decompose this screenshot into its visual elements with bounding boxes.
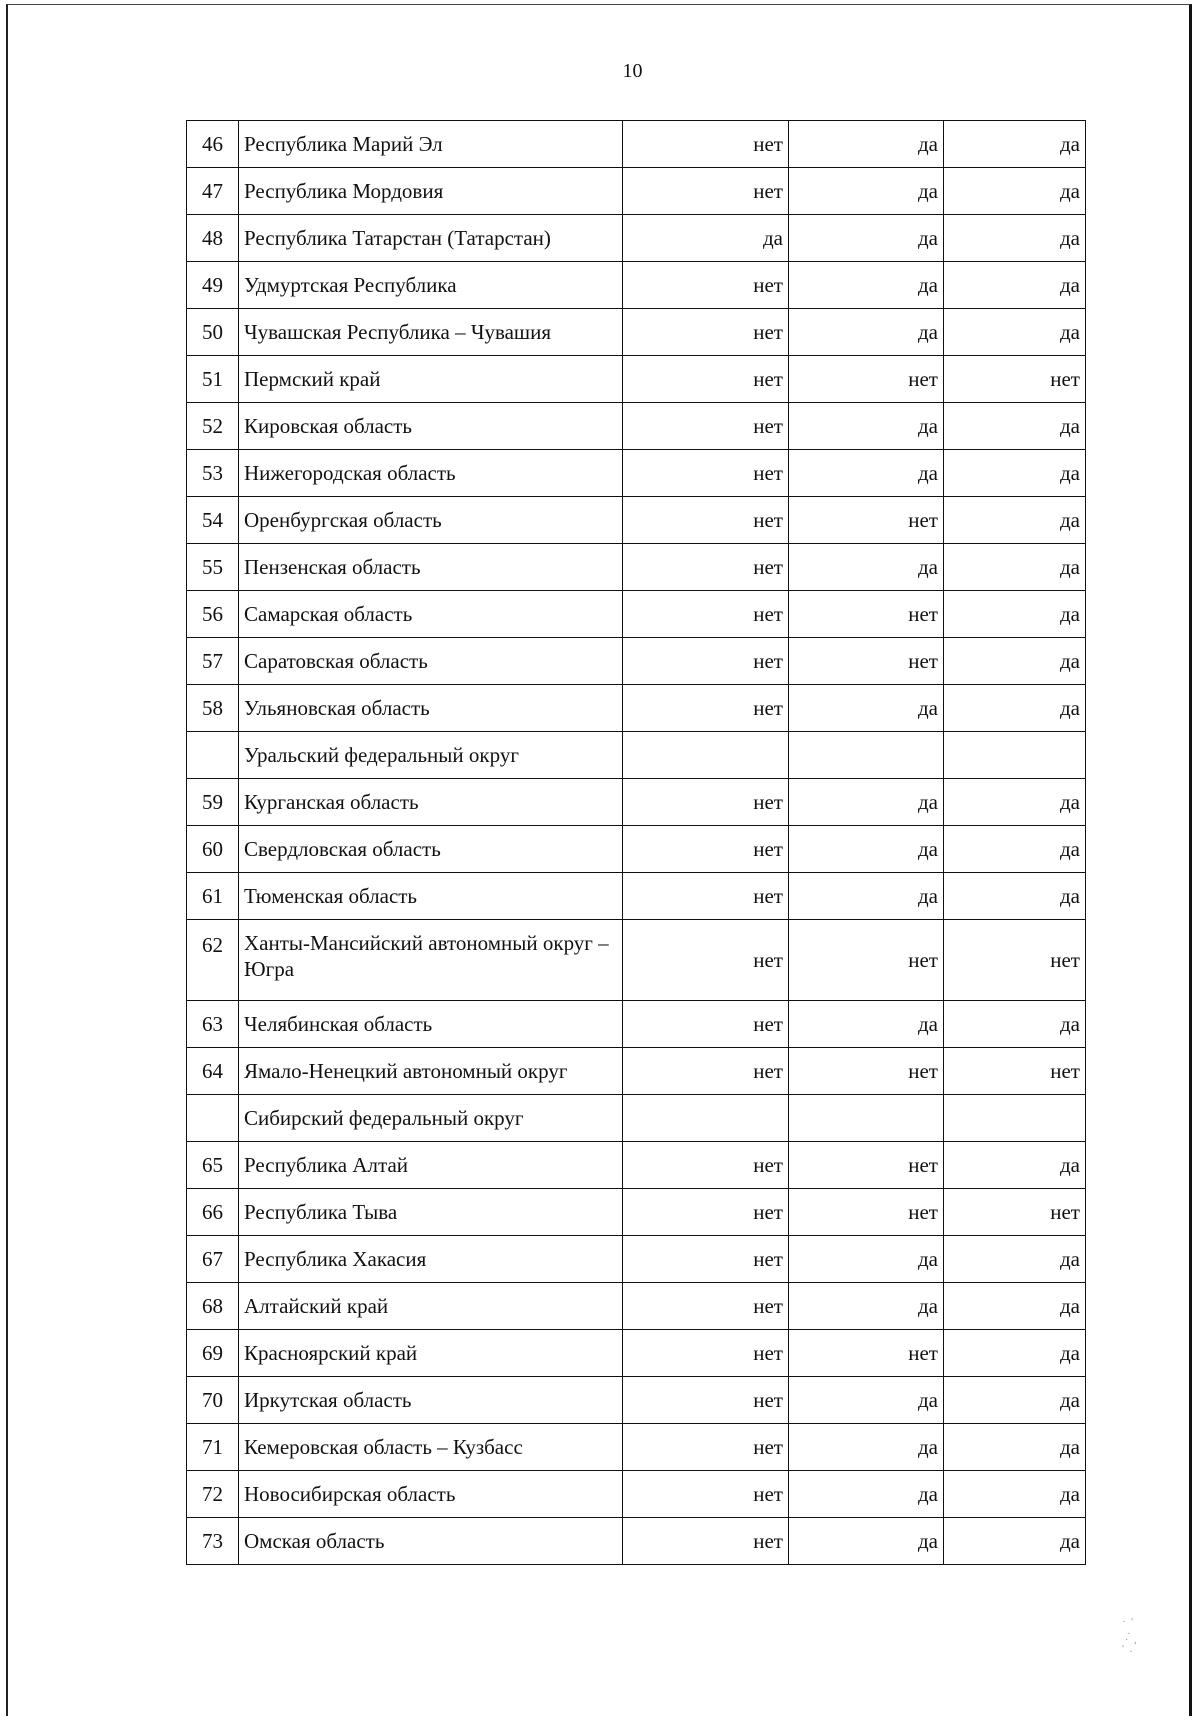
region-value-2: да	[789, 168, 944, 215]
region-name: Курганская область	[239, 779, 623, 826]
region-value-2: нет	[789, 497, 944, 544]
region-value-3: да	[944, 826, 1086, 873]
region-row	[187, 638, 1086, 685]
region-row	[187, 920, 1086, 1001]
region-value-1: нет	[623, 1518, 789, 1565]
region-value-2: нет	[789, 638, 944, 685]
region-value-3: нет	[944, 356, 1086, 403]
region-value-1: нет	[623, 1377, 789, 1424]
region-value-3: нет	[944, 1048, 1086, 1095]
region-value-3: да	[944, 168, 1086, 215]
region-name: Республика Марий Эл	[239, 121, 623, 168]
region-row	[187, 1001, 1086, 1048]
region-name: Иркутская область	[239, 1377, 623, 1424]
region-value-1: нет	[623, 1189, 789, 1236]
region-name: Свердловская область	[239, 826, 623, 873]
region-value-2: да	[789, 450, 944, 497]
region-value-2: нет	[789, 1048, 944, 1095]
region-value-1: нет	[623, 779, 789, 826]
district-value-cell	[944, 732, 1086, 779]
region-name: Омская область	[239, 1518, 623, 1565]
region-value-3: нет	[944, 920, 1086, 1001]
region-number: 49	[187, 262, 239, 309]
region-row	[187, 685, 1086, 732]
district-name-cell: Уральский федеральный округ	[239, 732, 623, 779]
region-value-1: нет	[623, 920, 789, 1001]
district-value-cell	[789, 732, 944, 779]
region-number: 60	[187, 826, 239, 873]
region-number: 50	[187, 309, 239, 356]
region-value-2: да	[789, 1518, 944, 1565]
region-value-1: нет	[623, 638, 789, 685]
region-value-2: да	[789, 1001, 944, 1048]
region-name: Новосибирская область	[239, 1471, 623, 1518]
page-number: 10	[622, 60, 643, 82]
region-number: 59	[187, 779, 239, 826]
region-number: 62	[187, 920, 239, 1001]
region-value-1: нет	[623, 403, 789, 450]
region-row	[187, 826, 1086, 873]
region-number: 52	[187, 403, 239, 450]
region-value-3: да	[944, 1518, 1086, 1565]
district-value-cell	[623, 732, 789, 779]
region-value-3: да	[944, 450, 1086, 497]
region-row	[187, 262, 1086, 309]
region-name: Саратовская область	[239, 638, 623, 685]
region-value-1: нет	[623, 873, 789, 920]
region-row	[187, 544, 1086, 591]
region-number: 58	[187, 685, 239, 732]
region-value-3: да	[944, 1377, 1086, 1424]
district-num-cell	[187, 1095, 239, 1142]
region-number: 57	[187, 638, 239, 685]
region-number: 54	[187, 497, 239, 544]
region-row	[187, 450, 1086, 497]
region-row	[187, 497, 1086, 544]
region-row	[187, 873, 1086, 920]
region-value-2: да	[789, 779, 944, 826]
region-name: Ханты-Мансийский автономный округ – Югра	[239, 920, 623, 1001]
region-number: 68	[187, 1283, 239, 1330]
region-number: 65	[187, 1142, 239, 1189]
region-number: 64	[187, 1048, 239, 1095]
region-row	[187, 1048, 1086, 1095]
region-row	[187, 1189, 1086, 1236]
region-value-2: да	[789, 1377, 944, 1424]
region-name: Республика Татарстан (Татарстан)	[239, 215, 623, 262]
district-num-cell	[187, 732, 239, 779]
region-number: 56	[187, 591, 239, 638]
region-number: 70	[187, 1377, 239, 1424]
district-value-cell	[623, 1095, 789, 1142]
region-number: 55	[187, 544, 239, 591]
region-number: 53	[187, 450, 239, 497]
region-name: Республика Тыва	[239, 1189, 623, 1236]
region-number: 73	[187, 1518, 239, 1565]
district-header-row	[187, 1095, 1086, 1142]
region-name: Ямало-Ненецкий автономный округ	[239, 1048, 623, 1095]
region-value-3: нет	[944, 1189, 1086, 1236]
region-number: 46	[187, 121, 239, 168]
region-name: Нижегородская область	[239, 450, 623, 497]
region-value-3: да	[944, 873, 1086, 920]
region-number: 71	[187, 1424, 239, 1471]
region-row	[187, 403, 1086, 450]
region-row	[187, 591, 1086, 638]
region-value-2: да	[789, 1236, 944, 1283]
region-value-2: нет	[789, 920, 944, 1001]
region-row	[187, 779, 1086, 826]
region-value-3: да	[944, 215, 1086, 262]
region-row	[187, 1330, 1086, 1377]
region-value-3: да	[944, 1142, 1086, 1189]
region-row	[187, 1424, 1086, 1471]
region-name: Республика Мордовия	[239, 168, 623, 215]
region-row	[187, 168, 1086, 215]
region-value-1: нет	[623, 1048, 789, 1095]
region-value-2: да	[789, 215, 944, 262]
region-row	[187, 1518, 1086, 1565]
region-value-1: нет	[623, 1424, 789, 1471]
region-value-2: да	[789, 403, 944, 450]
region-name: Алтайский край	[239, 1283, 623, 1330]
region-number: 47	[187, 168, 239, 215]
region-value-2: нет	[789, 1189, 944, 1236]
region-value-3: да	[944, 638, 1086, 685]
region-name: Удмуртская Республика	[239, 262, 623, 309]
region-number: 66	[187, 1189, 239, 1236]
region-name: Самарская область	[239, 591, 623, 638]
region-name: Кировская область	[239, 403, 623, 450]
region-number: 51	[187, 356, 239, 403]
region-name: Республика Хакасия	[239, 1236, 623, 1283]
region-row	[187, 215, 1086, 262]
region-row	[187, 1142, 1086, 1189]
region-value-2: да	[789, 309, 944, 356]
region-value-1: нет	[623, 1001, 789, 1048]
region-name: Пензенская область	[239, 544, 623, 591]
region-name: Пермский край	[239, 356, 623, 403]
region-number: 67	[187, 1236, 239, 1283]
region-row	[187, 1236, 1086, 1283]
region-name: Кемеровская область – Кузбасс	[239, 1424, 623, 1471]
region-value-1: нет	[623, 168, 789, 215]
region-name: Челябинская область	[239, 1001, 623, 1048]
region-value-1: нет	[623, 1471, 789, 1518]
region-row	[187, 121, 1086, 168]
region-number: 63	[187, 1001, 239, 1048]
region-value-2: да	[789, 685, 944, 732]
region-value-3: да	[944, 1001, 1086, 1048]
region-value-1: нет	[623, 826, 789, 873]
region-value-1: нет	[623, 497, 789, 544]
region-value-3: да	[944, 262, 1086, 309]
region-value-1: нет	[623, 450, 789, 497]
region-number: 48	[187, 215, 239, 262]
region-row	[187, 1471, 1086, 1518]
region-value-1: нет	[623, 309, 789, 356]
region-value-3: да	[944, 309, 1086, 356]
regions-table	[186, 120, 1086, 1565]
region-value-2: нет	[789, 591, 944, 638]
region-value-3: да	[944, 1424, 1086, 1471]
region-number: 69	[187, 1330, 239, 1377]
region-value-1: нет	[623, 1236, 789, 1283]
district-header-row	[187, 732, 1086, 779]
region-value-2: да	[789, 1283, 944, 1330]
region-value-3: да	[944, 544, 1086, 591]
region-name: Тюменская область	[239, 873, 623, 920]
region-value-1: нет	[623, 356, 789, 403]
district-name-cell: Сибирский федеральный округ	[239, 1095, 623, 1142]
district-value-cell	[789, 1095, 944, 1142]
region-value-3: да	[944, 591, 1086, 638]
region-value-3: да	[944, 1236, 1086, 1283]
table-body	[187, 121, 1086, 1565]
region-value-1: нет	[623, 1330, 789, 1377]
region-value-1: да	[623, 215, 789, 262]
region-value-1: нет	[623, 591, 789, 638]
scan-artifact: · ' . · , ' .	[1122, 1616, 1137, 1655]
region-value-1: нет	[623, 544, 789, 591]
region-value-2: да	[789, 121, 944, 168]
district-value-cell	[944, 1095, 1086, 1142]
region-value-1: нет	[623, 1283, 789, 1330]
region-number: 72	[187, 1471, 239, 1518]
region-row	[187, 309, 1086, 356]
region-value-3: да	[944, 403, 1086, 450]
region-value-1: нет	[623, 121, 789, 168]
region-value-2: да	[789, 826, 944, 873]
region-value-3: да	[944, 1283, 1086, 1330]
region-value-2: да	[789, 873, 944, 920]
region-name: Оренбургская область	[239, 497, 623, 544]
region-row	[187, 1377, 1086, 1424]
region-row	[187, 1283, 1086, 1330]
region-row	[187, 356, 1086, 403]
region-value-2: нет	[789, 1142, 944, 1189]
region-value-1: нет	[623, 685, 789, 732]
region-name: Красноярский край	[239, 1330, 623, 1377]
region-value-3: да	[944, 497, 1086, 544]
region-value-2: да	[789, 262, 944, 309]
region-value-2: нет	[789, 356, 944, 403]
region-value-2: да	[789, 544, 944, 591]
region-name: Чувашская Республика – Чувашия	[239, 309, 623, 356]
region-value-2: нет	[789, 1330, 944, 1377]
region-number: 61	[187, 873, 239, 920]
region-value-3: да	[944, 779, 1086, 826]
region-name: Республика Алтай	[239, 1142, 623, 1189]
region-value-3: да	[944, 1330, 1086, 1377]
region-value-3: да	[944, 121, 1086, 168]
region-value-2: да	[789, 1471, 944, 1518]
region-value-3: да	[944, 1471, 1086, 1518]
region-value-1: нет	[623, 1142, 789, 1189]
region-value-3: да	[944, 685, 1086, 732]
region-value-1: нет	[623, 262, 789, 309]
region-value-2: да	[789, 1424, 944, 1471]
region-name: Ульяновская область	[239, 685, 623, 732]
